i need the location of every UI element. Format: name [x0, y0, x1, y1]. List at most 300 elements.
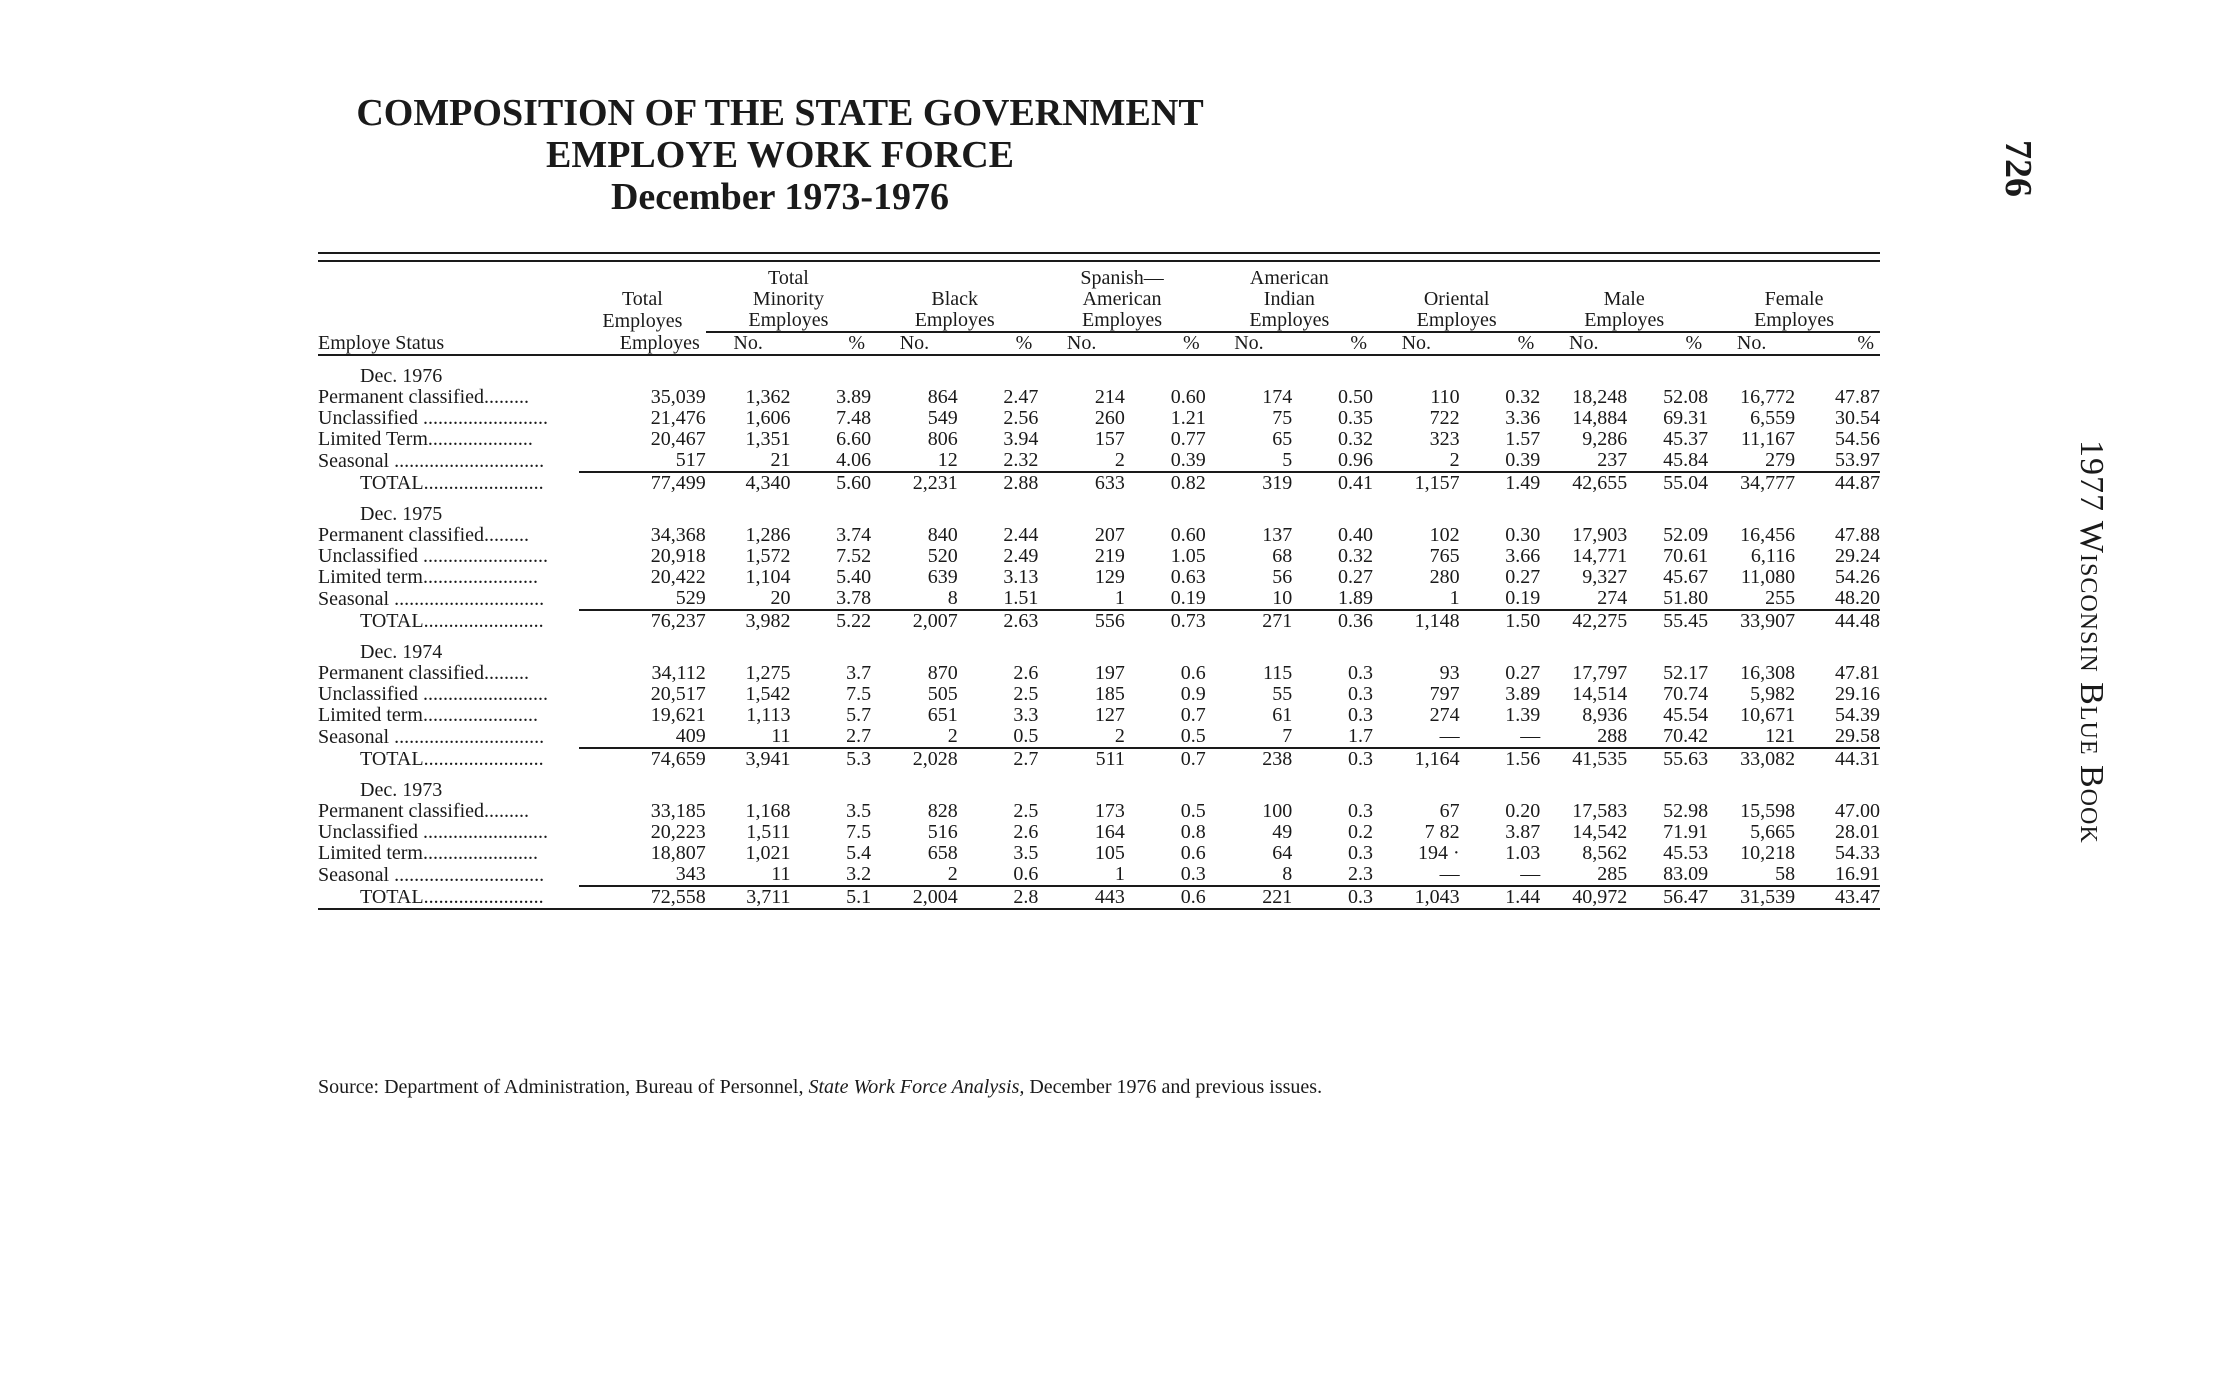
- total-cell: 1,164: [1373, 748, 1460, 770]
- cell: 288: [1597, 725, 1628, 747]
- cell: 7 82: [1424, 821, 1460, 843]
- cell: 0.3: [1347, 683, 1373, 705]
- cell: 10: [1272, 587, 1293, 609]
- pct-header: %: [958, 332, 1039, 355]
- total-cell: 33,907: [1708, 610, 1795, 632]
- total-row: [318, 886, 1880, 909]
- cell: 115: [1262, 662, 1293, 684]
- cell: 47.00: [1835, 800, 1880, 822]
- cell: 1,286: [745, 524, 791, 546]
- cell: 83.09: [1663, 863, 1709, 885]
- table-row: [318, 567, 1880, 588]
- cell: 0.9: [1180, 683, 1206, 705]
- row-label: Seasonal ..............................: [318, 588, 545, 610]
- cell: 14,514: [1572, 683, 1628, 705]
- cell: —: [1439, 725, 1460, 747]
- cell: 3.5: [846, 800, 872, 822]
- cell: 806: [927, 428, 958, 450]
- total-cell: 42,655: [1540, 472, 1627, 494]
- cell: 2.32: [1003, 449, 1039, 471]
- cell: —: [1439, 863, 1460, 885]
- cell: 11: [771, 863, 791, 885]
- cell: 0.5: [1180, 800, 1206, 822]
- no-header: No.: [1038, 332, 1125, 355]
- total-cell: 2,028: [871, 748, 958, 770]
- cell: 7.5: [846, 683, 872, 705]
- cell: 0.39: [1505, 449, 1541, 471]
- pct-header: %: [791, 332, 872, 355]
- cell: 71.91: [1663, 821, 1709, 843]
- cell: 0.6: [1180, 842, 1206, 864]
- cell: 10,218: [1740, 842, 1796, 864]
- group-header: American: [1082, 288, 1162, 310]
- cell: 20: [770, 587, 791, 609]
- pct-header: %: [1795, 332, 1880, 355]
- cell: 20,918: [650, 545, 706, 567]
- cell: 21,476: [650, 407, 706, 429]
- cell: 127: [1094, 704, 1125, 726]
- cell: 2: [1114, 725, 1125, 747]
- cell: 1.39: [1505, 704, 1541, 726]
- total-cell: 3,941: [706, 748, 791, 770]
- group-header: Employes: [871, 310, 1038, 332]
- cell: 9,327: [1582, 566, 1628, 588]
- cell: 52.98: [1663, 800, 1709, 822]
- group-header: Female: [1764, 288, 1824, 310]
- total-cell: 31,539: [1708, 886, 1795, 909]
- cell: 1,104: [745, 566, 791, 588]
- cell: 173: [1094, 800, 1125, 822]
- total-cell: 74,659: [579, 748, 706, 770]
- source-suffix: December 1976 and previous issues.: [1024, 1076, 1323, 1098]
- cell: 323: [1429, 428, 1460, 450]
- cell: 864: [927, 386, 958, 408]
- cell: 29.16: [1835, 683, 1880, 705]
- cell: 5,665: [1750, 821, 1796, 843]
- total-cell: 0.36: [1292, 610, 1373, 632]
- group-header: [1540, 268, 1708, 289]
- total-cell: 2.88: [958, 472, 1039, 494]
- table-row: [318, 684, 1880, 705]
- group-header: [1708, 268, 1880, 289]
- cell: 8: [1282, 863, 1293, 885]
- cell: 93: [1439, 662, 1460, 684]
- cell: 164: [1094, 821, 1125, 843]
- title-line-1: COMPOSITION OF THE STATE GOVERNMENT: [356, 92, 1204, 134]
- cell: 3.13: [1003, 566, 1039, 588]
- cell: 0.77: [1170, 428, 1206, 450]
- cell: 1,511: [746, 821, 791, 843]
- cell: 214: [1094, 386, 1125, 408]
- row-label: Unclassified .........................: [318, 407, 548, 429]
- total-cell: 221: [1206, 886, 1292, 909]
- cell: 1: [1449, 587, 1460, 609]
- cell: 70.42: [1663, 725, 1709, 747]
- cell: 55: [1272, 683, 1293, 705]
- cell: 5,982: [1750, 683, 1796, 705]
- cell: 16,308: [1740, 662, 1796, 684]
- cell: 45.84: [1663, 449, 1709, 471]
- row-label: Permanent classified.........: [318, 800, 530, 822]
- cell: 3.94: [1003, 428, 1039, 450]
- cell: 47.87: [1835, 386, 1880, 408]
- row-label: Unclassified .........................: [318, 821, 548, 843]
- subheader-row: [318, 332, 1880, 355]
- total-row: [318, 610, 1880, 632]
- total-cell: 271: [1206, 610, 1292, 632]
- cell: 56: [1272, 566, 1293, 588]
- total-label: TOTAL........................: [360, 886, 544, 908]
- cell: 197: [1094, 662, 1125, 684]
- table-row: [318, 726, 1880, 748]
- cell: 237: [1597, 449, 1628, 471]
- group-header: Oriental: [1423, 288, 1490, 310]
- row-label: Seasonal ..............................: [318, 450, 545, 472]
- total-cell: 40,972: [1540, 886, 1627, 909]
- group-header: Employes: [1373, 310, 1540, 332]
- cell: 45.67: [1663, 566, 1709, 588]
- cell: 0.32: [1337, 428, 1373, 450]
- cell: 0.32: [1337, 545, 1373, 567]
- cell: 0.39: [1170, 449, 1206, 471]
- cell: —: [1520, 725, 1541, 747]
- total-header-2: Employes: [579, 332, 706, 355]
- cell: 15,598: [1740, 800, 1796, 822]
- cell: 11,080: [1740, 566, 1796, 588]
- cell: 0.8: [1180, 821, 1206, 843]
- total-cell: 0.6: [1125, 886, 1206, 909]
- cell: 1,542: [745, 683, 791, 705]
- cell: 45.53: [1663, 842, 1709, 864]
- cell: 2.47: [1003, 386, 1039, 408]
- table-row: [318, 843, 1880, 864]
- cell: 5.40: [836, 566, 872, 588]
- total-cell: 55.63: [1627, 748, 1708, 770]
- no-header: No.: [706, 332, 791, 355]
- cell: 840: [927, 524, 958, 546]
- cell: 505: [927, 683, 958, 705]
- cell: 2: [1114, 449, 1125, 471]
- total-header: Employes: [602, 310, 683, 332]
- total-cell: 5.1: [791, 886, 872, 909]
- total-cell: 2.8: [958, 886, 1039, 909]
- cell: 1,113: [746, 704, 791, 726]
- cell: 54.33: [1835, 842, 1880, 864]
- total-cell: 3,711: [706, 886, 791, 909]
- cell: 16,772: [1740, 386, 1796, 408]
- cell: 53.97: [1835, 449, 1880, 471]
- cell: 34,368: [650, 524, 706, 546]
- cell: 0.3: [1347, 800, 1373, 822]
- no-header: No.: [1540, 332, 1627, 355]
- cell: 8,936: [1582, 704, 1628, 726]
- table-row: [318, 408, 1880, 429]
- cell: 137: [1262, 524, 1293, 546]
- cell: 12: [937, 449, 958, 471]
- cell: 8: [947, 587, 958, 609]
- cell: 69.31: [1663, 407, 1709, 429]
- cell: 2.6: [1013, 821, 1039, 843]
- cell: 129: [1094, 566, 1125, 588]
- cell: 14,771: [1572, 545, 1628, 567]
- cell: 2.5: [1013, 683, 1039, 705]
- total-cell: 5.60: [791, 472, 872, 494]
- total-cell: 2,231: [871, 472, 958, 494]
- cell: 0.5: [1180, 725, 1206, 747]
- cell: 47.88: [1835, 524, 1880, 546]
- group-header: Employes: [1708, 310, 1880, 332]
- cell: 18,248: [1572, 386, 1628, 408]
- row-label: Limited Term.....................: [318, 428, 533, 450]
- cell: 45.54: [1663, 704, 1709, 726]
- cell: 3.89: [836, 386, 872, 408]
- cell: 47.81: [1835, 662, 1880, 684]
- total-cell: 42,275: [1540, 610, 1627, 632]
- cell: 157: [1094, 428, 1125, 450]
- row-label: Unclassified .........................: [318, 683, 548, 705]
- cell: 34,112: [651, 662, 706, 684]
- source-title: State Work Force Analysis,: [808, 1076, 1025, 1098]
- cell: 54.39: [1835, 704, 1880, 726]
- cell: 1: [1114, 587, 1125, 609]
- header-row: [318, 289, 1880, 310]
- cell: 11,167: [1740, 428, 1796, 450]
- total-cell: 1.49: [1460, 472, 1541, 494]
- cell: 68: [1272, 545, 1293, 567]
- cell: 517: [675, 449, 706, 471]
- top-rule: [318, 253, 1880, 261]
- total-cell: 1.56: [1460, 748, 1541, 770]
- cell: —: [1520, 863, 1541, 885]
- cell: 64: [1272, 842, 1293, 864]
- cell: 5.4: [846, 842, 872, 864]
- total-cell: 2,007: [871, 610, 958, 632]
- section-year: Dec. 1974: [360, 641, 443, 663]
- cell: 0.3: [1180, 863, 1206, 885]
- cell: 658: [927, 842, 958, 864]
- group-header: Employes: [1038, 310, 1205, 332]
- cell: 105: [1094, 842, 1125, 864]
- cell: 870: [927, 662, 958, 684]
- cell: 174: [1262, 386, 1293, 408]
- cell: 0.96: [1337, 449, 1373, 471]
- cell: 7.5: [846, 821, 872, 843]
- total-cell: 43.47: [1795, 886, 1880, 909]
- total-cell: 633: [1038, 472, 1125, 494]
- cell: 45.37: [1663, 428, 1709, 450]
- cell: 8,562: [1582, 842, 1628, 864]
- cell: 0.27: [1505, 566, 1541, 588]
- total-cell: 34,777: [1708, 472, 1795, 494]
- row-label: Limited term.......................: [318, 704, 538, 726]
- table-row: [318, 801, 1880, 822]
- source-prefix: Source: Department of Administration, Bureau of Personnel,: [318, 1076, 809, 1098]
- cell: 0.3: [1347, 662, 1373, 684]
- row-label: Limited term.......................: [318, 566, 538, 588]
- cell: 58: [1775, 863, 1796, 885]
- cell: 2.49: [1003, 545, 1039, 567]
- document-title: [0, 92, 1560, 218]
- group-header: Total: [768, 267, 809, 289]
- source-note: [318, 1076, 1322, 1099]
- cell: 20,223: [650, 821, 706, 843]
- cell: 279: [1765, 449, 1796, 471]
- table-row: [318, 387, 1880, 408]
- group-header: Black: [931, 288, 979, 310]
- header-row: [318, 268, 1880, 289]
- cell: 1.21: [1170, 407, 1206, 429]
- cell: 16,456: [1740, 524, 1796, 546]
- cell: 0.2: [1347, 821, 1373, 843]
- total-cell: 2.63: [958, 610, 1039, 632]
- cell: 75: [1272, 407, 1293, 429]
- cell: 2.56: [1003, 407, 1039, 429]
- cell: 52.09: [1663, 524, 1709, 546]
- total-cell: 0.41: [1292, 472, 1373, 494]
- cell: 54.26: [1835, 566, 1880, 588]
- cell: 52.08: [1663, 386, 1709, 408]
- cell: 30.54: [1835, 407, 1880, 429]
- section-heading: [318, 632, 1880, 663]
- cell: 639: [927, 566, 958, 588]
- cell: 0.40: [1337, 524, 1373, 546]
- page-number: 726: [1997, 140, 2039, 197]
- title-line-2: EMPLOYE WORK FORCE: [546, 134, 1014, 176]
- group-header: [1373, 268, 1540, 289]
- total-label: TOTAL........................: [360, 610, 544, 632]
- workforce-table: [318, 252, 1880, 914]
- cell: 207: [1094, 524, 1125, 546]
- cell: 67: [1439, 800, 1460, 822]
- cell: 1,021: [745, 842, 791, 864]
- cell: 280: [1429, 566, 1460, 588]
- title-line-3: December 1973-1976: [610, 176, 950, 218]
- cell: 1.03: [1505, 842, 1541, 864]
- group-header: [871, 268, 1038, 289]
- pct-header: %: [1292, 332, 1373, 355]
- row-label: Unclassified .........................: [318, 545, 548, 567]
- cell: 722: [1429, 407, 1460, 429]
- table-row: [318, 546, 1880, 567]
- total-cell: 44.48: [1795, 610, 1880, 632]
- cell: 1,168: [745, 800, 791, 822]
- total-cell: 3,982: [706, 610, 791, 632]
- cell: 765: [1429, 545, 1460, 567]
- cell: 0.20: [1505, 800, 1541, 822]
- cell: 520: [927, 545, 958, 567]
- total-row: [318, 748, 1880, 770]
- total-cell: 0.3: [1292, 748, 1373, 770]
- cell: 20,517: [650, 683, 706, 705]
- cell: 121: [1765, 725, 1796, 747]
- total-cell: 76,237: [579, 610, 706, 632]
- total-cell: 5.22: [791, 610, 872, 632]
- cell: 49: [1272, 821, 1293, 843]
- cell: 65: [1272, 428, 1293, 450]
- cell: 3.7: [846, 662, 872, 684]
- cell: 343: [675, 863, 706, 885]
- cell: 20,422: [650, 566, 706, 588]
- cell: 16.91: [1835, 863, 1880, 885]
- cell: 17,903: [1572, 524, 1628, 546]
- cell: 516: [927, 821, 958, 843]
- total-cell: 2,004: [871, 886, 958, 909]
- no-header: No.: [871, 332, 958, 355]
- pct-header: %: [1627, 332, 1708, 355]
- total-cell: 1,148: [1373, 610, 1460, 632]
- cell: 0.19: [1170, 587, 1206, 609]
- cell: 29.24: [1835, 545, 1880, 567]
- cell: 0.6: [1180, 662, 1206, 684]
- cell: 6,559: [1750, 407, 1796, 429]
- no-header: No.: [1708, 332, 1795, 355]
- cell: 0.3: [1347, 704, 1373, 726]
- cell: 7.52: [836, 545, 872, 567]
- cell: 2: [1449, 449, 1460, 471]
- cell: 70.74: [1663, 683, 1709, 705]
- cell: 0.63: [1170, 566, 1206, 588]
- total-header: Total: [621, 288, 663, 310]
- table-row: [318, 450, 1880, 472]
- total-header: [579, 268, 706, 289]
- cell: 0.27: [1337, 566, 1373, 588]
- cell: 0.3: [1347, 842, 1373, 864]
- cell: 1,275: [745, 662, 791, 684]
- cell: 14,884: [1572, 407, 1628, 429]
- cell: 28.01: [1835, 821, 1880, 843]
- table-row: [318, 588, 1880, 610]
- total-cell: 56.47: [1627, 886, 1708, 909]
- total-label: TOTAL........................: [360, 748, 544, 770]
- cell: 529: [675, 587, 706, 609]
- total-cell: 33,082: [1708, 748, 1795, 770]
- cell: 18,807: [650, 842, 706, 864]
- cell: 21: [770, 449, 791, 471]
- section-year: Dec. 1976: [360, 365, 443, 387]
- total-cell: 44.31: [1795, 748, 1880, 770]
- cell: 274: [1429, 704, 1460, 726]
- cell: 651: [927, 704, 958, 726]
- cell: 285: [1597, 863, 1628, 885]
- cell: 1,362: [745, 386, 791, 408]
- cell: 100: [1262, 800, 1293, 822]
- cell: 5: [1282, 449, 1293, 471]
- cell: 110: [1430, 386, 1460, 408]
- cell: 35,039: [650, 386, 706, 408]
- cell: 2.3: [1347, 863, 1373, 885]
- total-row: [318, 472, 1880, 494]
- cell: 0.35: [1337, 407, 1373, 429]
- cell: 3.36: [1505, 407, 1541, 429]
- cell: 2: [947, 725, 958, 747]
- total-cell: 443: [1038, 886, 1125, 909]
- total-cell: 0.7: [1125, 748, 1206, 770]
- cell: 70.61: [1663, 545, 1709, 567]
- cell: 0.6: [1013, 863, 1039, 885]
- row-label: Seasonal ..............................: [318, 864, 545, 886]
- table-row: [318, 822, 1880, 843]
- cell: 0.60: [1170, 524, 1206, 546]
- group-header: Employes: [706, 310, 871, 332]
- cell: 1.89: [1337, 587, 1373, 609]
- total-label: TOTAL........................: [360, 472, 544, 494]
- group-header: Minority: [752, 288, 824, 310]
- cell: 185: [1094, 683, 1125, 705]
- bottom-rule: [318, 909, 1880, 914]
- table-row: [318, 525, 1880, 546]
- running-book-title: 1977 Wisconsin Blue Book: [2073, 440, 2110, 844]
- cell: 11: [771, 725, 791, 747]
